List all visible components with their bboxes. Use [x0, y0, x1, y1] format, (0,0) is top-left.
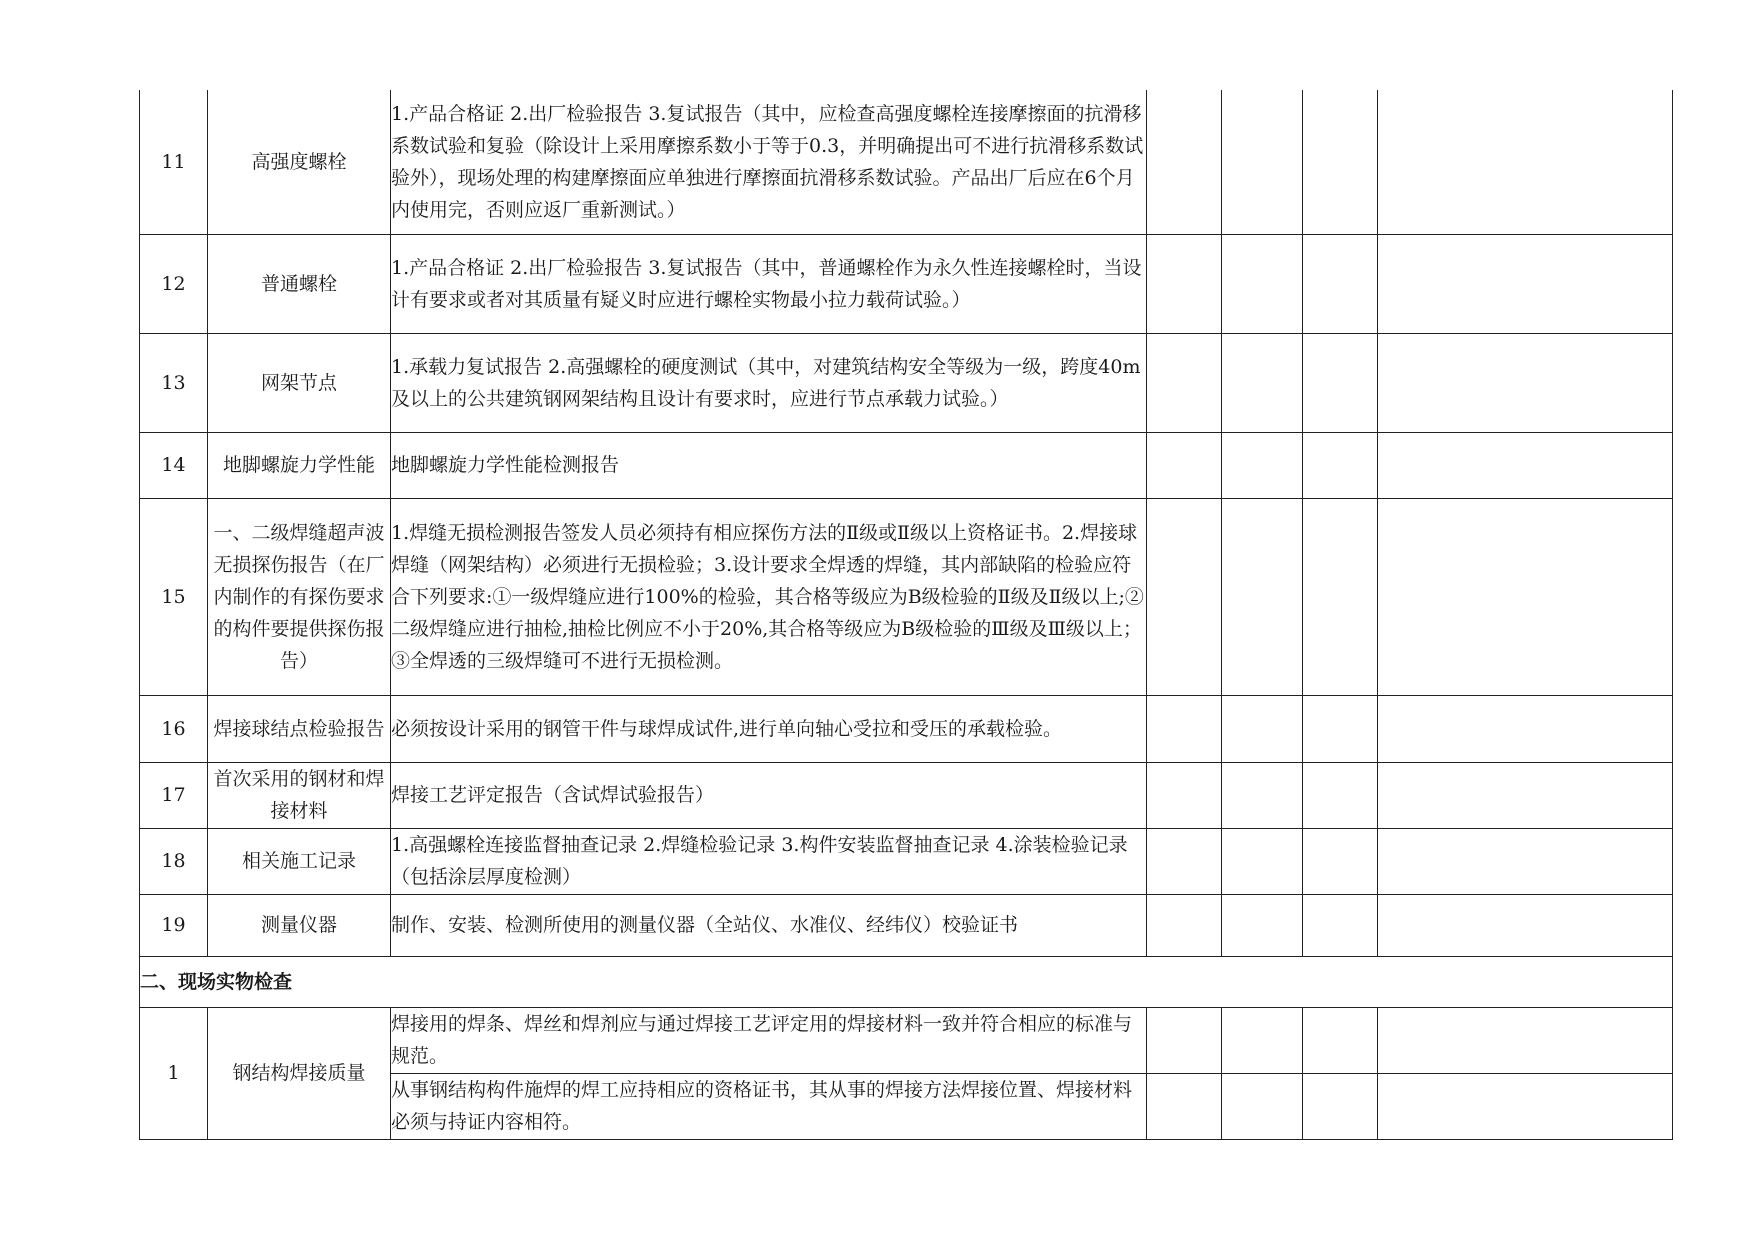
blank-cell — [1222, 1073, 1303, 1139]
table-row — [140, 894, 1673, 956]
item-content: 1.焊缝无损检测报告签发人员必须持有相应探伤方法的Ⅱ级或Ⅱ级以上资格证书。2.焊接球焊缝（网架结构）必须进行无损检验；3.设计要求全焊透的焊缝，其内部缺陷的检验应符合下列要求:①一级焊缝应进行100%的检验，其合格等级应为B级检验的Ⅱ级及Ⅱ级以上;②二级焊缝应进行抽检,抽检比例应不小于20%,其合格等级应为B级检验的Ⅲ级及Ⅲ级以上；③全焊透的三级焊缝可不进行无损检测。 — [391, 498, 1147, 695]
row-number: 16 — [140, 695, 208, 762]
blank-cell — [1147, 894, 1222, 956]
item-content: 1.产品合格证 2.出厂检验报告 3.复试报告（其中，应检查高强度螺栓连接摩擦面的抗滑移系数试验和复验（除设计上采用摩擦系数小于等于0.3，并明确提出可不进行抗滑移系数试验外），现场处理的构建摩擦面应单独进行摩擦面抗滑移系数试验。产品出厂后应在6个月内使用完，否则应返厂重新测试。） — [391, 90, 1147, 234]
blank-cell — [1303, 333, 1378, 432]
row-number: 12 — [140, 234, 208, 333]
item-content: 制作、安装、检测所使用的测量仪器（全站仪、水准仪、经纬仪）校验证书 — [391, 894, 1147, 956]
blank-cell — [1303, 90, 1378, 234]
item-name: 焊接球结点检验报告 — [208, 695, 391, 762]
blank-cell — [1147, 498, 1222, 695]
blank-cell — [1378, 90, 1673, 234]
blank-cell — [1378, 498, 1673, 695]
row-number: 18 — [140, 828, 208, 894]
blank-cell — [1147, 1007, 1222, 1073]
table-row — [140, 90, 1673, 234]
blank-cell — [1303, 432, 1378, 498]
blank-cell — [1378, 828, 1673, 894]
row-number: 14 — [140, 432, 208, 498]
row-number: 13 — [140, 333, 208, 432]
blank-cell — [1378, 695, 1673, 762]
blank-cell — [1303, 1073, 1378, 1139]
inspection-table — [139, 90, 1673, 1140]
table-row — [140, 762, 1673, 828]
table-row — [140, 695, 1673, 762]
blank-cell — [1222, 1007, 1303, 1073]
blank-cell — [1222, 333, 1303, 432]
item-content: 焊接工艺评定报告（含试焊试验报告） — [391, 762, 1147, 828]
item-content: 必须按设计采用的钢管干件与球焊成试件,进行单向轴心受拉和受压的承载检验。 — [391, 695, 1147, 762]
item-name: 一、二级焊缝超声波无损探伤报告（在厂内制作的有探伤要求的构件要提供探伤报告） — [208, 498, 391, 695]
blank-cell — [1222, 828, 1303, 894]
blank-cell — [1303, 828, 1378, 894]
table-row — [140, 234, 1673, 333]
blank-cell — [1147, 1073, 1222, 1139]
blank-cell — [1378, 333, 1673, 432]
blank-cell — [1303, 498, 1378, 695]
blank-cell — [1147, 234, 1222, 333]
item-content: 1.产品合格证 2.出厂检验报告 3.复试报告（其中，普通螺栓作为永久性连接螺栓时，当设计有要求或者对其质量有疑义时应进行螺栓实物最小拉力载荷试验。） — [391, 234, 1147, 333]
item-name: 相关施工记录 — [208, 828, 391, 894]
blank-cell — [1222, 90, 1303, 234]
item-name: 网架节点 — [208, 333, 391, 432]
blank-cell — [1222, 234, 1303, 333]
blank-cell — [1303, 695, 1378, 762]
blank-cell — [1303, 894, 1378, 956]
item-name: 高强度螺栓 — [208, 90, 391, 234]
item-content: 从事钢结构构件施焊的焊工应持相应的资格证书，其从事的焊接方法焊接位置、焊接材料必须与持证内容相符。 — [391, 1073, 1147, 1139]
blank-cell — [1147, 828, 1222, 894]
blank-cell — [1378, 432, 1673, 498]
blank-cell — [1378, 762, 1673, 828]
item-name: 普通螺栓 — [208, 234, 391, 333]
table-row — [140, 828, 1673, 894]
row-number: 17 — [140, 762, 208, 828]
item-name: 首次采用的钢材和焊接材料 — [208, 762, 391, 828]
row-number: 1 — [140, 1007, 208, 1139]
row-number: 11 — [140, 90, 208, 234]
table-row — [140, 432, 1673, 498]
item-content: 地脚螺旋力学性能检测报告 — [391, 432, 1147, 498]
item-content: 焊接用的焊条、焊丝和焊剂应与通过焊接工艺评定用的焊接材料一致并符合相应的标准与规范。 — [391, 1007, 1147, 1073]
table-row — [140, 1007, 1673, 1073]
blank-cell — [1147, 695, 1222, 762]
blank-cell — [1222, 762, 1303, 828]
blank-cell — [1222, 695, 1303, 762]
blank-cell — [1222, 498, 1303, 695]
blank-cell — [1378, 1007, 1673, 1073]
section-title: 二、现场实物检查 — [140, 956, 1673, 1007]
item-content: 1.高强螺栓连接监督抽查记录 2.焊缝检验记录 3.构件安装监督抽查记录 4.涂装检验记录（包括涂层厚度检测） — [391, 828, 1147, 894]
blank-cell — [1378, 1073, 1673, 1139]
section-row — [140, 956, 1673, 1007]
item-content: 1.承载力复试报告 2.高强螺栓的硬度测试（其中，对建筑结构安全等级为一级，跨度40m及以上的公共建筑钢网架结构且设计有要求时，应进行节点承载力试验。） — [391, 333, 1147, 432]
blank-cell — [1222, 894, 1303, 956]
blank-cell — [1147, 762, 1222, 828]
blank-cell — [1222, 432, 1303, 498]
blank-cell — [1303, 234, 1378, 333]
blank-cell — [1378, 894, 1673, 956]
item-name: 测量仪器 — [208, 894, 391, 956]
blank-cell — [1147, 90, 1222, 234]
item-name: 地脚螺旋力学性能 — [208, 432, 391, 498]
blank-cell — [1147, 333, 1222, 432]
blank-cell — [1378, 234, 1673, 333]
row-number: 19 — [140, 894, 208, 956]
item-name: 钢结构焊接质量 — [208, 1007, 391, 1139]
blank-cell — [1147, 432, 1222, 498]
row-number: 15 — [140, 498, 208, 695]
table-row — [140, 498, 1673, 695]
table-row — [140, 333, 1673, 432]
blank-cell — [1303, 762, 1378, 828]
blank-cell — [1303, 1007, 1378, 1073]
